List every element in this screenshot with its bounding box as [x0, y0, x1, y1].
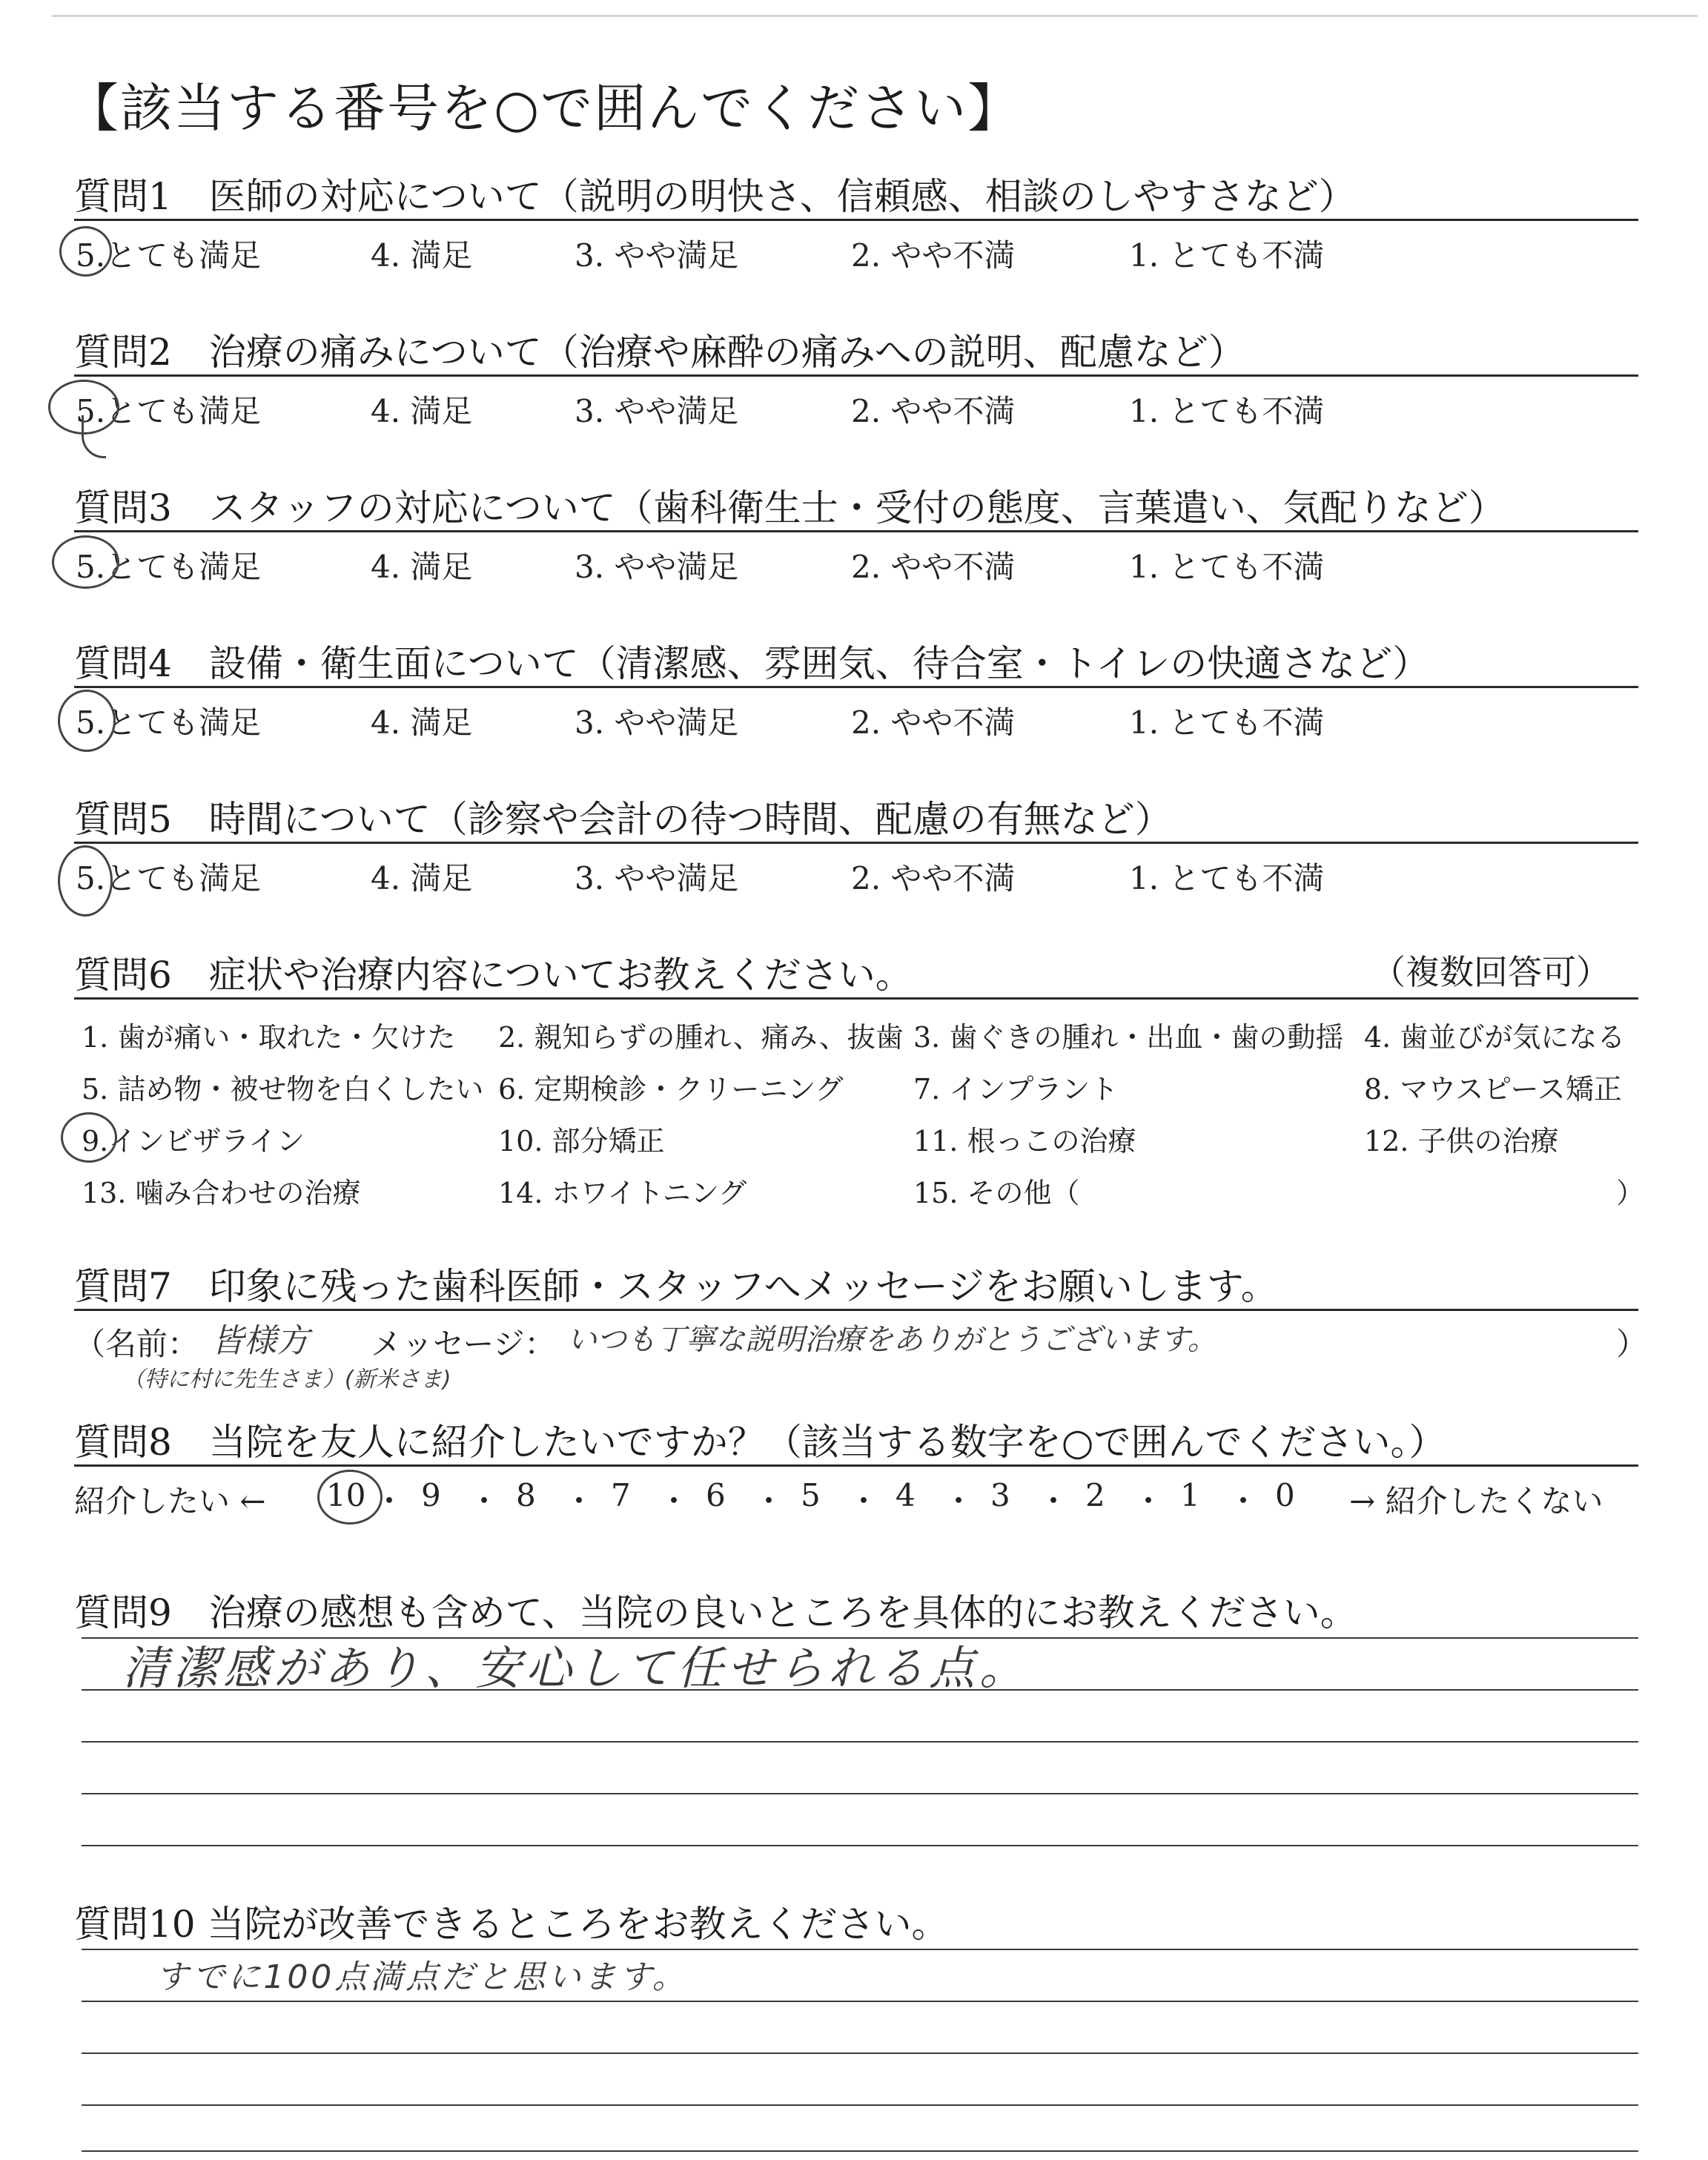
q6-option-15[interactable]: 15. その他（	[913, 1177, 1080, 1209]
q8-scale-separator: ・	[1228, 1483, 1260, 1519]
q4-rule	[74, 686, 1638, 688]
q8-scale-3[interactable]: 3	[990, 1477, 1010, 1513]
q7-heading: 質問7 印象に残った歯科医師・スタッフへメッセージをお願いします。	[74, 1265, 1278, 1308]
q6-multiple-note: （複数回答可）	[1371, 952, 1610, 992]
q3-option-3[interactable]: 3. やや満足	[575, 549, 739, 585]
q2-option-2[interactable]: 2. やや不満	[851, 393, 1016, 429]
q8-scale-0[interactable]: 0	[1275, 1477, 1295, 1513]
q4-heading: 質問4 設備・衛生面について（清潔感、雰囲気、待合室・トイレの快適さなど）	[74, 642, 1430, 685]
q3-rule	[74, 530, 1638, 532]
q7-name-label: （名前：	[74, 1326, 199, 1362]
q2-selection-stroke	[82, 415, 106, 458]
q9-answer[interactable]: 清潔感があり、安心して任せられる点。	[122, 1641, 1030, 1695]
q3-option-4[interactable]: 4. 満足	[371, 549, 473, 585]
q8-right-label: → 紹介したくない	[1349, 1483, 1603, 1519]
q8-scale	[326, 1477, 1379, 1522]
q7-name-note: （特に村に先生さま）(新米さま)	[122, 1367, 451, 1393]
q10-line-5	[82, 2150, 1638, 2152]
q3-option-5[interactable]: 5.とても満足	[76, 549, 262, 585]
q6-other-close-paren: ）	[1616, 1177, 1645, 1209]
q10-heading: 質問10 当院が改善できるところをお教えください。	[74, 1903, 949, 1946]
q3-heading: 質問3 スタッフの対応について（歯科衛生士・受付の態度、言葉遣い、気配りなど）	[74, 486, 1506, 529]
q8-scale-9[interactable]: 9	[421, 1477, 441, 1513]
q8-rule	[74, 1464, 1638, 1467]
q2-option-5[interactable]: 5.とても満足	[76, 393, 262, 429]
q8-scale-1[interactable]: 1	[1180, 1477, 1200, 1513]
q8-scale-6[interactable]: 6	[706, 1477, 726, 1513]
q9-line-5	[82, 1845, 1638, 1846]
q8-scale-separator: ・	[1038, 1483, 1070, 1519]
q6-option-5[interactable]: 5. 詰め物・被せ物を白くしたい	[82, 1073, 484, 1106]
q1-rule	[74, 219, 1638, 221]
q5-heading: 質問5 時間について（診察や会計の待つ時間、配慮の有無など）	[74, 798, 1172, 841]
q10-answer[interactable]: すでに100点満点だと思います。	[156, 1958, 688, 1996]
q7-message-label: メッセージ：	[371, 1326, 556, 1362]
q8-scale-2[interactable]: 2	[1085, 1477, 1105, 1513]
q8-scale-separator: ・	[1133, 1483, 1165, 1519]
q2-heading: 質問2 治療の痛みについて（治療や麻酔の痛みへの説明、配慮など）	[74, 331, 1245, 374]
q2-option-1[interactable]: 1. とても不満	[1129, 393, 1325, 429]
q8-scale-7[interactable]: 7	[611, 1477, 631, 1513]
q6-option-9[interactable]: 9.インビザライン	[82, 1125, 305, 1157]
q8-scale-8[interactable]: 8	[516, 1477, 536, 1513]
q7-rule	[74, 1309, 1638, 1311]
q8-scale-4[interactable]: 4	[896, 1477, 916, 1513]
q8-left-label: 紹介したい ←	[74, 1483, 266, 1519]
q8-scale-10[interactable]: 10	[326, 1477, 366, 1513]
q4-option-4[interactable]: 4. 満足	[371, 704, 473, 741]
q6-option-1[interactable]: 1. 歯が痛い・取れた・欠けた	[82, 1021, 456, 1054]
q6-option-3[interactable]: 3. 歯ぐきの腫れ・出血・歯の動揺	[913, 1021, 1344, 1054]
q6-option-10[interactable]: 10. 部分矯正	[498, 1125, 665, 1157]
q10-line-2	[82, 2001, 1638, 2002]
q1-heading: 質問1 医師の対応について（説明の明快さ、信頼感、相談のしやすさなど）	[74, 175, 1356, 218]
q4-option-1[interactable]: 1. とても不満	[1129, 704, 1325, 741]
q6-option-14[interactable]: 14. ホワイトニング	[498, 1177, 747, 1209]
q9-line-4	[82, 1793, 1638, 1794]
q6-option-6[interactable]: 6. 定期検診・クリーニング	[498, 1073, 844, 1106]
q8-scale-separator: ・	[469, 1483, 500, 1519]
q2-option-3[interactable]: 3. やや満足	[575, 393, 739, 429]
q8-scale-5[interactable]: 5	[801, 1477, 821, 1513]
q6-option-4[interactable]: 4. 歯並びが気になる	[1364, 1021, 1626, 1054]
q6-heading: 質問6 症状や治療内容についてお教えください。	[74, 954, 913, 997]
q1-option-5[interactable]: 5.とても満足	[76, 237, 262, 274]
q6-rule	[74, 997, 1638, 1000]
q5-option-3[interactable]: 3. やや満足	[575, 860, 739, 896]
q8-scale-separator: ・	[943, 1483, 975, 1519]
q6-option-8[interactable]: 8. マウスピース矯正	[1364, 1073, 1622, 1106]
q5-option-5[interactable]: 5.とても満足	[76, 860, 262, 896]
q3-selection-circle	[52, 535, 119, 589]
q1-option-4[interactable]: 4. 満足	[371, 237, 473, 274]
q1-option-1[interactable]: 1. とても不満	[1129, 237, 1325, 274]
q2-rule	[74, 374, 1638, 377]
q7-message-value[interactable]: いつも丁寧な説明治療をありがとうございます。	[567, 1323, 1217, 1357]
q8-scale-separator: ・	[848, 1483, 880, 1519]
top-border	[52, 15, 1698, 17]
q8-heading: 質問8 当院を友人に紹介したいですか？（該当する数字を○で囲んでください。）	[74, 1421, 1446, 1464]
q1-selection-circle	[59, 226, 112, 277]
q6-option-13[interactable]: 13. 噛み合わせの治療	[82, 1177, 361, 1209]
q8-scale-separator: ・	[374, 1483, 406, 1519]
q1-option-2[interactable]: 2. やや不満	[851, 237, 1016, 274]
q4-selection-circle	[58, 690, 116, 752]
q8-scale-separator: ・	[753, 1483, 785, 1519]
q3-option-2[interactable]: 2. やや不満	[851, 549, 1016, 585]
q10-line-4	[82, 2104, 1638, 2106]
page-title: 【該当する番号を○で囲んでください】	[67, 78, 1022, 139]
q1-option-3[interactable]: 3. やや満足	[575, 237, 739, 274]
q8-scale-separator: ・	[658, 1483, 690, 1519]
q10-line-3	[82, 2052, 1638, 2054]
q4-option-5[interactable]: 5.とても満足	[76, 704, 262, 741]
q6-option-2[interactable]: 2. 親知らずの腫れ、痛み、抜歯	[498, 1021, 904, 1054]
q5-option-2[interactable]: 2. やや不満	[851, 860, 1016, 896]
q6-option-11[interactable]: 11. 根っこの治療	[913, 1125, 1136, 1157]
q2-option-4[interactable]: 4. 満足	[371, 393, 473, 429]
q7-close-paren: ）	[1616, 1326, 1648, 1362]
q8-selection-circle	[317, 1470, 383, 1525]
q6-selection-circle	[61, 1112, 117, 1163]
q5-option-4[interactable]: 4. 満足	[371, 860, 473, 896]
q7-name-value[interactable]: 皆様方	[211, 1322, 309, 1360]
q5-selection-circle	[58, 845, 113, 916]
q9-heading: 質問9 治療の感想も含めて、当院の良いところを具体的にお教えください。	[74, 1591, 1357, 1634]
q6-option-7[interactable]: 7. インプラント	[913, 1073, 1119, 1106]
q8-scale-separator: ・	[563, 1483, 595, 1519]
q6-option-12[interactable]: 12. 子供の治療	[1364, 1125, 1559, 1157]
q5-rule	[74, 842, 1638, 844]
q5-option-1[interactable]: 1. とても不満	[1129, 860, 1325, 896]
q4-option-3[interactable]: 3. やや満足	[575, 704, 739, 741]
q4-option-2[interactable]: 2. やや不満	[851, 704, 1016, 741]
q9-line-3	[82, 1741, 1638, 1743]
q3-option-1[interactable]: 1. とても不満	[1129, 549, 1325, 585]
